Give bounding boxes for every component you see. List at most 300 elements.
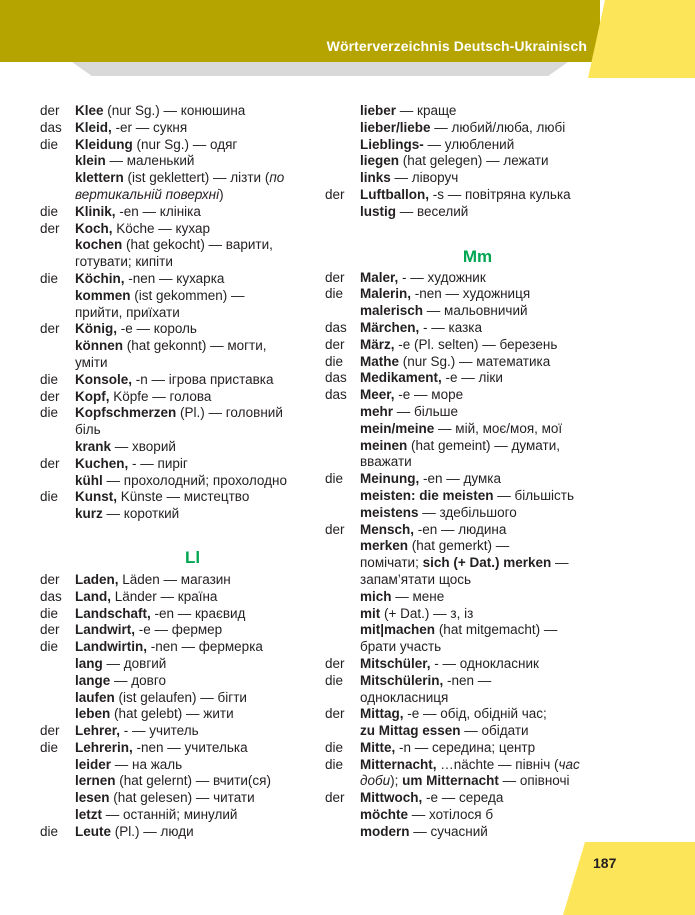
entry-translation: …nächte — північ ( — [436, 756, 559, 772]
section-heading-mm: Mm — [462, 246, 493, 266]
entry-translation: Läden — магазин — [118, 571, 231, 587]
entry-headword: Landwirtin, — [75, 639, 147, 655]
entry-note: час — [558, 756, 580, 772]
header-shadow-strip — [72, 62, 568, 76]
entry-article: die — [40, 203, 59, 219]
dictionary-entry — [40, 606, 310, 623]
dictionary-entry — [40, 439, 310, 456]
entry-translation: ); — [390, 773, 403, 789]
dictionary-entry — [40, 204, 310, 221]
entry-headword: klein — [75, 153, 106, 169]
entry-article: der — [325, 336, 345, 352]
entry-translation: — сучасний — [409, 823, 488, 839]
entry-text — [75, 807, 310, 824]
entry-article: die — [40, 823, 59, 839]
entry-headword: sich (+ Dat.) merken — [422, 555, 552, 571]
entry-text — [360, 690, 595, 707]
entry-headword: merken — [360, 538, 409, 554]
entry-headword: meinen — [360, 437, 408, 453]
dictionary-entry — [40, 473, 310, 490]
entry-article: die — [325, 471, 344, 487]
entry-text — [360, 137, 595, 154]
entry-text — [75, 639, 310, 656]
entry-translation: уміти — [75, 354, 108, 370]
entry-translation: — любий/люба, любі — [430, 119, 566, 135]
entry-text — [360, 320, 595, 337]
dictionary-entry — [40, 807, 310, 824]
entries-k — [40, 103, 310, 523]
dictionary-entry — [40, 254, 310, 271]
entry-translation: — здебільшого — [418, 504, 517, 520]
entry-article — [325, 438, 360, 455]
entry-translation: (ist gelaufen) — бігти — [114, 689, 247, 705]
entry-translation: -e — море — [394, 387, 464, 403]
dictionary-entry — [325, 337, 595, 354]
entry-headword: Märchen, — [360, 319, 420, 335]
entry-text — [75, 422, 310, 439]
entry-text — [360, 589, 595, 606]
dictionary-entry — [325, 120, 595, 137]
entry-text — [75, 673, 310, 690]
entries-l-continued — [325, 103, 595, 221]
entry-translation: -nen — фермерка — [147, 639, 263, 655]
dictionary-entry — [40, 153, 310, 170]
entry-headword: lustig — [360, 203, 396, 219]
entry-text — [360, 170, 595, 187]
entry-article: der — [325, 706, 345, 722]
entry-headword: klettern — [75, 170, 124, 186]
entry-headword: Meer, — [360, 387, 395, 403]
entry-text — [75, 153, 310, 170]
entry-translation: (nur Sg.) — математика — [399, 353, 551, 369]
entry-translation: -e — середа — [422, 790, 504, 806]
entry-headword: Landwirt, — [75, 622, 135, 638]
entry-text — [75, 706, 310, 723]
entry-headword: lieber — [360, 103, 397, 118]
entry-text — [75, 690, 310, 707]
entry-translation: — опівночі — [498, 773, 570, 789]
entry-translation: (Pl.) — люди — [111, 823, 194, 839]
entry-translation: — обідати — [460, 723, 529, 739]
entry-translation: — прохолодний; прохолодно — [102, 472, 287, 488]
entry-article — [325, 807, 360, 824]
entry-headword: mein/meine — [360, 420, 435, 436]
page-number: 187 — [593, 855, 617, 871]
entry-article: die — [40, 371, 59, 387]
dictionary-entry — [325, 790, 595, 807]
entry-text — [75, 204, 310, 221]
entry-article: das — [40, 119, 62, 135]
dictionary-entry — [40, 422, 310, 439]
entry-article — [40, 807, 75, 824]
dictionary-entry — [40, 137, 310, 154]
dictionary-entry — [325, 824, 595, 841]
dictionary-entry — [325, 690, 595, 707]
entry-text — [360, 606, 595, 623]
dictionary-entry — [40, 622, 310, 639]
entry-translation: Länder — країна — [111, 588, 218, 604]
entry-translation: Köche — кухар — [112, 220, 210, 236]
entry-text — [75, 288, 310, 305]
entry-text — [75, 506, 310, 523]
entry-article — [325, 572, 360, 589]
dictionary-entry — [40, 572, 310, 589]
dictionary-entry — [325, 103, 595, 120]
entry-headword: letzt — [75, 807, 102, 823]
dictionary-entry — [325, 538, 595, 555]
dictionary-entry — [325, 773, 595, 790]
entry-headword: Kleid, — [75, 119, 112, 135]
entry-text — [360, 337, 595, 354]
entry-translation: - — учитель — [120, 723, 199, 739]
entry-article — [40, 170, 75, 187]
entry-text — [75, 221, 310, 238]
entry-text — [360, 656, 595, 673]
entry-headword: Kopf, — [75, 388, 110, 404]
entry-text — [75, 405, 310, 422]
entry-article — [325, 538, 360, 555]
entry-translation: (nur Sg.) — конюшина — [103, 103, 246, 118]
entry-text — [75, 254, 310, 271]
entry-text — [360, 471, 595, 488]
entry-text — [360, 706, 595, 723]
entry-text — [75, 389, 310, 406]
entry-article: die — [40, 405, 59, 421]
entry-text — [360, 639, 595, 656]
entry-article: der — [325, 269, 345, 285]
entry-headword: lernen — [75, 773, 116, 789]
entry-text — [75, 103, 310, 120]
entry-text — [75, 656, 310, 673]
entry-article — [325, 505, 360, 522]
entry-headword: Lehrer, — [75, 723, 121, 739]
entry-article: die — [40, 270, 59, 286]
entry-article — [325, 723, 360, 740]
entry-article — [325, 103, 360, 120]
left-column — [40, 103, 310, 841]
entry-translation: ) — [219, 186, 224, 202]
entry-text — [75, 473, 310, 490]
entry-note: по — [269, 170, 285, 186]
entry-headword: Mensch, — [360, 521, 415, 537]
entry-translation: -nen — учителька — [132, 739, 248, 755]
entry-translation: — останній; минулий — [102, 807, 238, 823]
entry-translation: однокласниця — [360, 689, 449, 705]
entry-text — [360, 103, 595, 120]
entries-m — [325, 270, 595, 841]
entry-article: der — [325, 655, 345, 671]
entry-headword: Mitte, — [360, 739, 396, 755]
dictionary-entry — [325, 286, 595, 303]
entry-article — [325, 303, 360, 320]
entry-text — [75, 489, 310, 506]
entry-text — [360, 757, 595, 774]
entry-headword: Leute — [75, 823, 112, 839]
entry-translation: брати участь — [360, 639, 442, 655]
entry-headword: Medikament, — [360, 370, 442, 386]
entry-text — [360, 522, 595, 539]
entry-translation: - — казка — [419, 319, 482, 335]
entry-headword: Land, — [75, 588, 111, 604]
entry-article — [325, 622, 360, 639]
entry-article — [40, 305, 75, 322]
entry-headword: links — [360, 170, 391, 186]
entry-headword: lieber/liebe — [360, 119, 431, 135]
entry-article: der — [40, 622, 60, 638]
entry-headword: kühl — [75, 472, 103, 488]
right-column — [325, 103, 595, 841]
entry-headword: meistens — [360, 504, 419, 520]
dictionary-entry — [40, 740, 310, 757]
page-number-tab — [563, 842, 695, 915]
entry-translation: — довго — [110, 672, 166, 688]
entry-translation: — мене — [391, 588, 445, 604]
entry-article: die — [40, 136, 59, 152]
dictionary-entry — [40, 506, 310, 523]
dictionary-entry — [325, 505, 595, 522]
dictionary-entry — [40, 305, 310, 322]
entry-text — [75, 338, 310, 355]
entry-headword: Mittwoch, — [360, 790, 423, 806]
entry-article: der — [325, 521, 345, 537]
entry-article: der — [40, 571, 60, 587]
entry-article — [40, 355, 75, 372]
entry-text — [360, 555, 595, 572]
entry-text — [75, 773, 310, 790]
entry-headword: kommen — [75, 287, 131, 303]
entry-headword: lang — [75, 655, 103, 671]
entry-article — [40, 690, 75, 707]
entry-text — [75, 305, 310, 322]
dictionary-entry — [40, 690, 310, 707]
entry-headword: malerisch — [360, 303, 424, 319]
entry-translation: — на жаль — [111, 756, 183, 772]
entry-translation: — краще — [396, 103, 457, 118]
entry-headword: König, — [75, 321, 117, 337]
entry-translation: - — однокласник — [430, 655, 539, 671]
entry-article: das — [325, 319, 347, 335]
entry-article — [325, 137, 360, 154]
entry-article — [40, 187, 75, 204]
entry-headword: möchte — [360, 807, 409, 823]
entry-translation: -e — ліки — [441, 370, 503, 386]
dictionary-entry — [40, 456, 310, 473]
entry-headword: leider — [75, 756, 112, 772]
entry-article: der — [40, 455, 60, 471]
entry-article — [325, 606, 360, 623]
entry-translation: — — [551, 555, 569, 571]
entry-headword: Kuchen, — [75, 455, 129, 471]
entry-translation: біль — [75, 422, 101, 438]
entry-text — [75, 271, 310, 288]
entry-text — [75, 723, 310, 740]
dictionary-entry — [325, 187, 595, 204]
entry-translation: -nen — — [443, 672, 492, 688]
entry-article: die — [40, 489, 59, 505]
dictionary-entry — [40, 221, 310, 238]
entry-translation: (hat mitgemacht) — — [435, 622, 558, 638]
dictionary-entry — [40, 372, 310, 389]
entry-headword: Klee — [75, 103, 104, 118]
entry-translation: (nur Sg.) — одяг — [132, 136, 238, 152]
entry-headword: mit|machen — [360, 622, 436, 638]
entry-translation: — мальовничий — [423, 303, 528, 319]
dictionary-entry — [40, 321, 310, 338]
entry-text — [75, 187, 310, 204]
section-heading-ll: Ll — [184, 547, 201, 567]
entry-text — [75, 355, 310, 372]
entry-translation: — довгий — [102, 655, 167, 671]
entry-text — [75, 456, 310, 473]
dictionary-entry — [40, 237, 310, 254]
entry-article: die — [40, 639, 59, 655]
entry-text — [360, 387, 595, 404]
entry-article — [325, 690, 360, 707]
entry-headword: meisten: die meisten — [360, 487, 494, 503]
entry-text — [360, 404, 595, 421]
entry-text — [75, 757, 310, 774]
entry-headword: können — [75, 338, 124, 354]
entry-headword: mich — [360, 588, 392, 604]
entry-translation: — більшість — [493, 487, 574, 503]
entry-translation: — більше — [393, 403, 458, 419]
entry-text — [360, 421, 595, 438]
entry-headword: Klinik, — [75, 203, 116, 219]
dictionary-entry — [40, 170, 310, 187]
entry-article — [40, 506, 75, 523]
entry-headword: Köchin, — [75, 270, 125, 286]
dictionary-entry — [40, 405, 310, 422]
entry-translation: (ist gekommen) — — [130, 287, 245, 303]
entry-text — [360, 488, 595, 505]
entry-headword: modern — [360, 823, 410, 839]
page-title: Wörterverzeichnis Deutsch-Ukrainisch — [326, 38, 587, 54]
entry-article — [325, 404, 360, 421]
entry-text — [360, 807, 595, 824]
dictionary-entry — [325, 170, 595, 187]
entry-article — [40, 422, 75, 439]
entry-headword: Mitternacht, — [360, 756, 437, 772]
entry-translation: Köpfe — голова — [109, 388, 212, 404]
entry-translation: — мій, моє/моя, мої — [434, 420, 563, 436]
entry-headword: Landschaft, — [75, 605, 151, 621]
entry-translation: — маленький — [105, 153, 195, 169]
entry-headword: Maler, — [360, 269, 399, 285]
entry-article: das — [325, 370, 347, 386]
entry-translation: -n — ігрова приставка — [132, 371, 274, 387]
entry-headword: Mathe — [360, 353, 400, 369]
entry-text — [75, 137, 310, 154]
entry-headword: Koch, — [75, 220, 113, 236]
dictionary-entry — [325, 656, 595, 673]
entry-article — [325, 824, 360, 841]
dictionary-entry — [325, 757, 595, 774]
dictionary-entry — [40, 489, 310, 506]
entry-headword: März, — [360, 336, 395, 352]
dictionary-entry — [325, 622, 595, 639]
entry-text — [75, 790, 310, 807]
entry-article — [325, 488, 360, 505]
entry-text — [360, 824, 595, 841]
entry-article: der — [325, 790, 345, 806]
entry-article: die — [325, 739, 344, 755]
entry-translation: помічати; — [360, 555, 423, 571]
dictionary-entry — [325, 270, 595, 287]
entry-text — [75, 824, 310, 841]
entry-article — [40, 673, 75, 690]
dictionary-entry — [40, 120, 310, 137]
entry-text — [360, 187, 595, 204]
entry-article — [325, 555, 360, 572]
entry-article — [40, 338, 75, 355]
dictionary-entry — [40, 639, 310, 656]
dictionary-entry — [325, 589, 595, 606]
entry-text — [75, 606, 310, 623]
entry-article — [40, 656, 75, 673]
dictionary-entry — [325, 471, 595, 488]
entry-text — [360, 622, 595, 639]
entry-headword: mit — [360, 605, 381, 621]
dictionary-entry — [325, 572, 595, 589]
dictionary-entry — [325, 807, 595, 824]
dictionary-entry — [325, 137, 595, 154]
dictionary-entry — [40, 103, 310, 120]
entry-text — [75, 170, 310, 187]
entry-text — [75, 237, 310, 254]
dictionary-entry — [40, 187, 310, 204]
entry-note: доби — [360, 773, 391, 789]
entry-text — [75, 740, 310, 757]
entry-headword: zu Mittag essen — [360, 723, 461, 739]
dictionary-entry — [40, 757, 310, 774]
dictionary-entry — [40, 706, 310, 723]
entry-text — [360, 120, 595, 137]
entry-headword: liegen — [360, 153, 400, 169]
entry-translation: (hat gelernt) — вчити(ся) — [115, 773, 271, 789]
entry-translation: (Pl.) — головний — [176, 405, 283, 421]
entry-text — [360, 505, 595, 522]
entry-translation: — хотілося б — [408, 807, 494, 823]
dictionary-entry — [40, 338, 310, 355]
entry-translation: Künste — мистецтво — [117, 489, 250, 505]
dictionary-entry — [325, 153, 595, 170]
entry-article: das — [40, 588, 62, 604]
dictionary-entry — [40, 589, 310, 606]
dictionary-entry — [325, 639, 595, 656]
dictionary-entry — [40, 773, 310, 790]
entry-text — [360, 572, 595, 589]
entry-article — [40, 254, 75, 271]
entry-article — [40, 790, 75, 807]
dictionary-entry — [40, 288, 310, 305]
entries-l — [40, 572, 310, 841]
entry-translation: прийти, приїхати — [75, 304, 180, 320]
entry-translation: — ліворуч — [390, 170, 459, 186]
dictionary-entry — [40, 824, 310, 841]
dictionary-entry — [325, 723, 595, 740]
entry-article — [325, 204, 360, 221]
entry-article — [40, 773, 75, 790]
entry-translation: — короткий — [102, 506, 180, 522]
entry-headword: Kunst, — [75, 489, 117, 505]
entry-article: die — [325, 756, 344, 772]
entry-article: die — [325, 286, 344, 302]
entry-headword: kochen — [75, 237, 123, 253]
entry-headword: lange — [75, 672, 111, 688]
dictionary-entry — [325, 354, 595, 371]
entry-headword: laufen — [75, 689, 115, 705]
dictionary-entry — [325, 421, 595, 438]
